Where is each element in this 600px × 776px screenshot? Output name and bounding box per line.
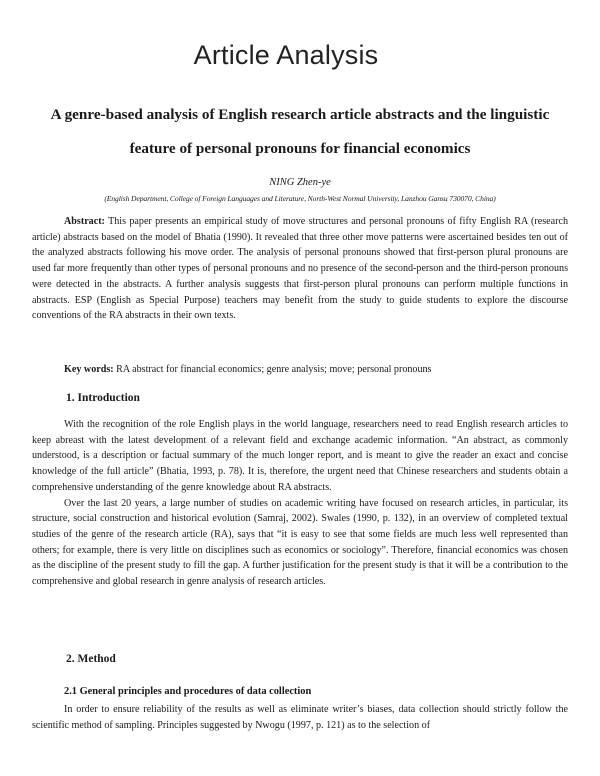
page-title: Article Analysis [193, 40, 379, 70]
abstract-paragraph [32, 214, 568, 324]
keywords-text: RA abstract for financial economics; genre analysis; move; personal pronouns [113, 364, 432, 375]
section-heading-introduction: 1. Introduction [66, 392, 140, 404]
subsection-heading: 2.1 General principles and procedures of data collection [64, 686, 312, 697]
abstract-text: This paper presents an empirical study of move structures and personal pronouns of fifty English RA (research article) abstracts based on the model of Bhatia (1990). It revealed that three other move patterns were ascertained besides ten out of the analyzed abstracts following his move order. The analysis of personal pronouns showed that first-person plural pronouns are used far more frequently than other types of personal pronouns and no presence of the second-person and the third-person pronouns were detected in the abstracts. A further analysis suggests that first-person plural pronouns can perform multiple functions in abstracts. ESP (English as Special Purpose) teachers may benefit from the study to guide students to explore the discourse conventions of the RA abstracts in their own texts. [32, 216, 568, 322]
section-heading-method: 2. Method [66, 653, 116, 665]
keywords-label: Key words: [64, 364, 114, 375]
abstract-label: Abstract: [64, 216, 105, 227]
body-paragraph: In order to ensure reliability of the results as well as eliminate writer’s biases, data collection should strictly follow the scientific method of sampling. Principles suggested by Nwogu (1997, p. 121) as to the selection of [32, 704, 568, 731]
body-paragraph: Over the last 20 years, a large number of studies on academic writing have focused on research articles, in particular, its structure, social construction and historical evolution (Samraj, 2002). Swales (1990, p. 132), in an overview of completed textual studies of the genre of the research article (RA), says that “it is easy to see that some fields are much less well represented than others; for example, there is very little on disciplines such as economics or sociology”. Therefore, financial economics was chosen as the discipline of the present study to fill the gap. A further justification for the present study is that it will be a contribution to the comprehensive and global research in genre analysis of research articles. [32, 497, 568, 588]
keywords-line [64, 362, 568, 378]
paper-title: A genre-based analysis of English research article abstracts and the linguistic feature of personal pronouns for financial economics [50, 106, 550, 157]
method-body [32, 702, 568, 733]
body-paragraph: With the recognition of the role English plays in the world language, researchers need to read English research articles to keep abreast with the latest development of a relevant field and exchange academic information. “An abstract, as commonly understood, is a description or factual summary of the much longer report, and is meant to give the reader an exact and concise knowledge of the full article” (Bhatia, 1993, p. 78). It is, therefore, the urgent need that Chinese researchers and students obtain a comprehensive understanding of the genre knowledge about RA abstracts. [32, 419, 568, 493]
author-affiliation: (English Department, College of Foreign Languages and Literature, North-West Normal University, Lanzhou Gansu 730070, China) [104, 194, 496, 203]
introduction-body [32, 417, 568, 590]
author-name: NING Zhen-ye [269, 177, 331, 188]
